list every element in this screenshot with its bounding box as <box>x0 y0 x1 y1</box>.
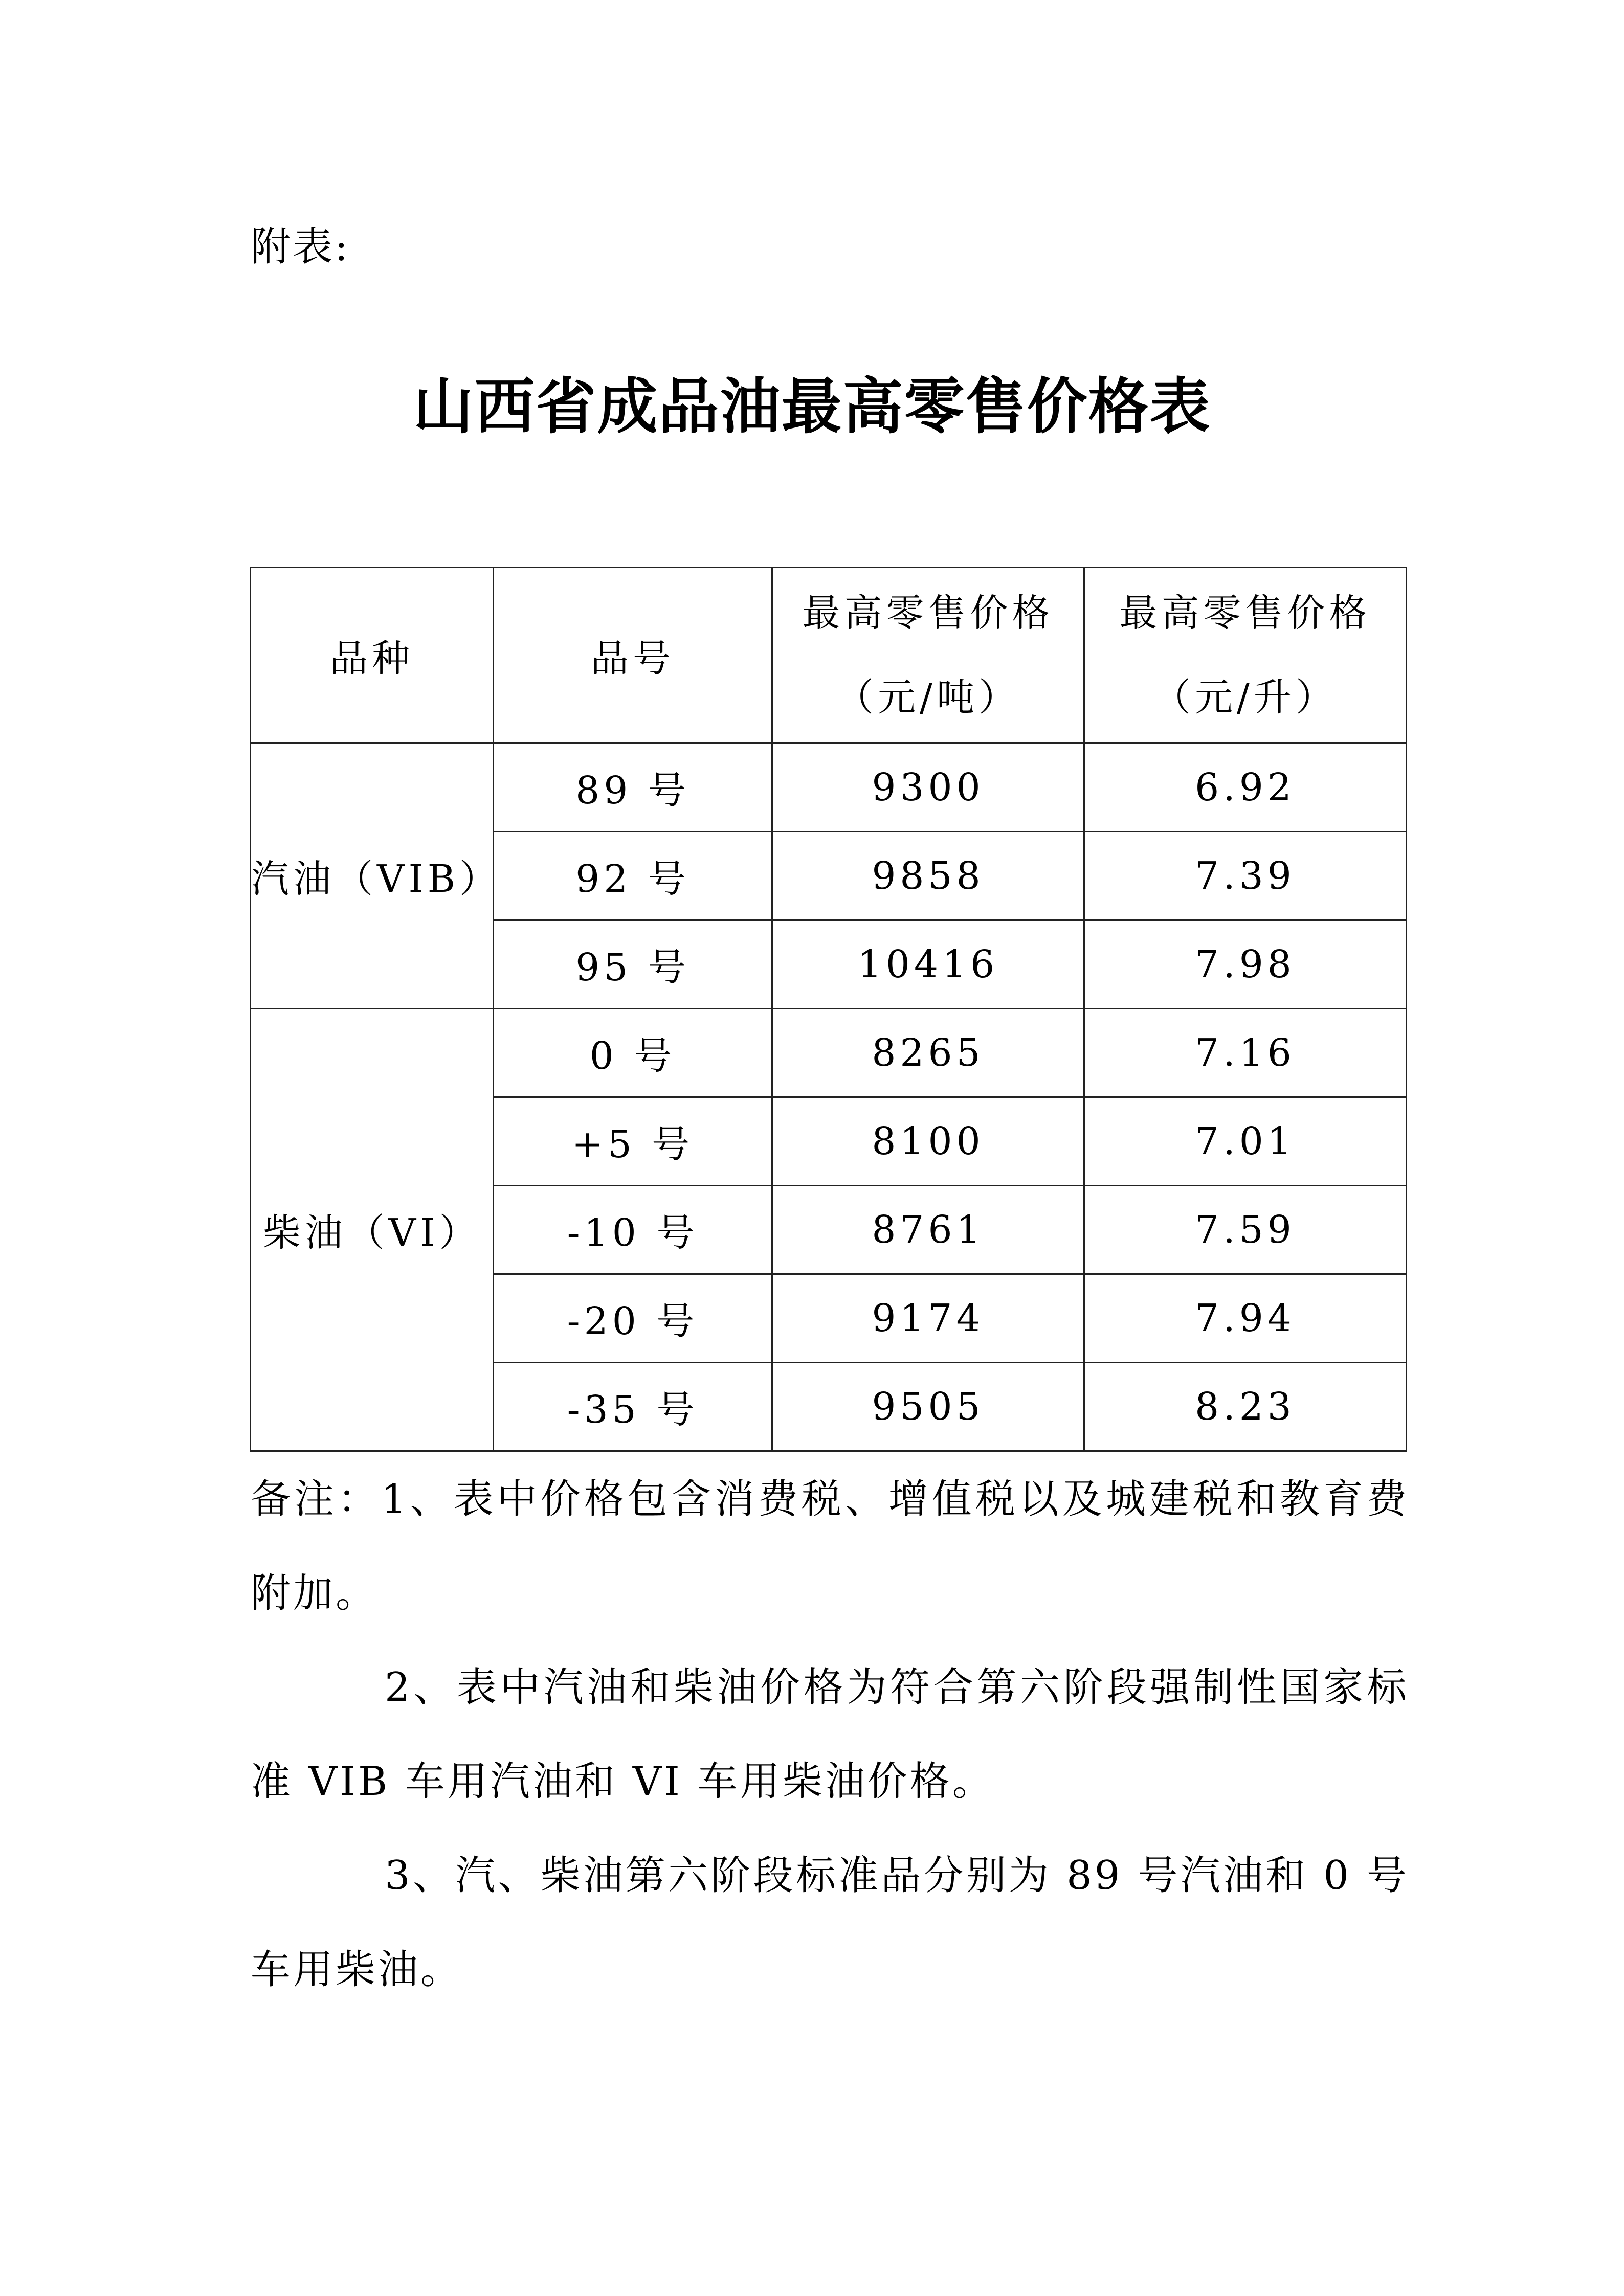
price-per-ton-cell: 8265 <box>772 1009 1084 1097</box>
price-per-liter-cell: 7.98 <box>1084 920 1407 1009</box>
header-price-per-liter-label: 最高零售价格 <box>1119 591 1371 635</box>
price-per-liter-cell: 7.01 <box>1084 1097 1407 1186</box>
price-per-ton-cell: 8761 <box>772 1186 1084 1274</box>
grade-cell: -10 号 <box>494 1186 772 1274</box>
price-per-ton-cell: 10416 <box>772 920 1084 1009</box>
note-1: 备注：1、表中价格包含消费税、增值税以及城建税和教育费附加。 <box>251 1476 1409 1616</box>
header-price-per-ton-unit: （元/吨） <box>836 675 1020 719</box>
price-per-ton-cell: 9174 <box>772 1274 1084 1363</box>
grade-cell: 0 号 <box>494 1009 772 1097</box>
grade-cell: 95 号 <box>494 920 772 1009</box>
grade-cell: -20 号 <box>494 1274 772 1363</box>
page-title: 山西省成品油最高零售价格表 <box>413 371 1211 442</box>
note-2: 2、表中汽油和柴油价格为符合第六阶段强制性国家标准 VIB 车用汽油和 VI 车用柴油价格。 <box>251 1664 1409 1805</box>
variety-cell-diesel: 柴油（VI） <box>251 1009 494 1451</box>
price-per-ton-cell: 8100 <box>772 1097 1084 1186</box>
notes-section <box>251 1452 1409 2017</box>
table-row <box>251 744 1407 832</box>
grade-cell: +5 号 <box>494 1097 772 1186</box>
note-3: 3、汽、柴油第六阶段标准品分别为 89 号汽油和 0 号车用柴油。 <box>251 1853 1409 1993</box>
header-variety: 品种 <box>251 568 494 744</box>
price-per-liter-cell: 7.59 <box>1084 1186 1407 1274</box>
price-per-ton-cell: 9300 <box>772 744 1084 832</box>
price-per-liter-cell: 7.39 <box>1084 832 1407 920</box>
price-per-ton-cell: 9505 <box>772 1363 1084 1451</box>
grade-cell: 92 号 <box>494 832 772 920</box>
price-per-liter-cell: 7.94 <box>1084 1274 1407 1363</box>
attachment-label: 附表: <box>251 224 350 270</box>
header-price-per-ton-label: 最高零售价格 <box>802 591 1054 635</box>
price-per-liter-cell: 6.92 <box>1084 744 1407 832</box>
header-price-per-liter <box>1084 568 1407 744</box>
grade-cell: 89 号 <box>494 744 772 832</box>
price-table <box>250 567 1407 1452</box>
price-per-liter-cell: 8.23 <box>1084 1363 1407 1451</box>
price-per-ton-cell: 9858 <box>772 832 1084 920</box>
header-price-per-ton <box>772 568 1084 744</box>
price-per-liter-cell: 7.16 <box>1084 1009 1407 1097</box>
table-row <box>251 1009 1407 1097</box>
variety-cell-gasoline: 汽油（VIB） <box>251 744 494 1009</box>
grade-cell: -35 号 <box>494 1363 772 1451</box>
header-price-per-liter-unit: （元/升） <box>1153 675 1338 719</box>
table-header-row <box>251 568 1407 744</box>
header-grade: 品号 <box>494 568 772 744</box>
